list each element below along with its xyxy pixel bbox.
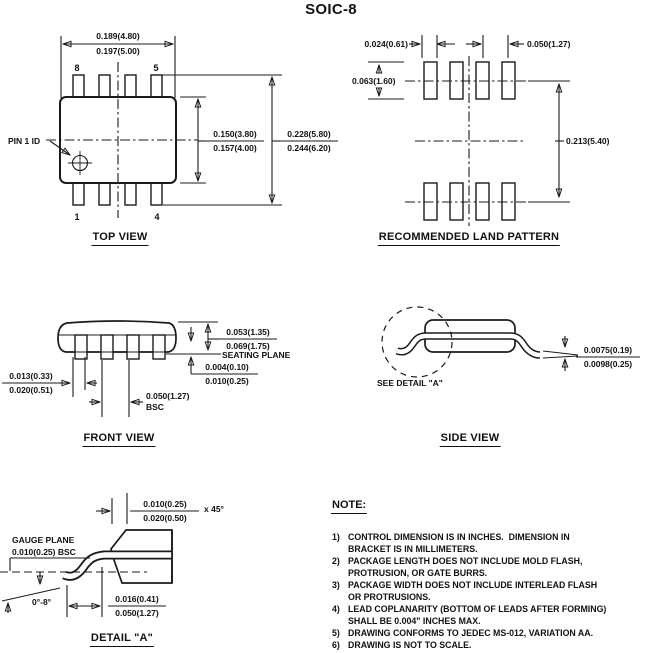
note-text: PACKAGE WIDTH DOES NOT INCLUDE INTERLEAD FLASH (348, 580, 598, 590)
land-pattern-label: RECOMMENDED LAND PATTERN (378, 231, 560, 246)
note-number: 5) (332, 628, 340, 638)
dim-pad-pitch: 0.050(1.27) (527, 39, 571, 49)
note-text: CONTROL DIMENSION IS IN INCHES. DIMENSION IN (348, 532, 570, 542)
dim-span-mm: 0.244(6.20) (287, 143, 331, 153)
note-item (332, 555, 648, 579)
note-text: PROTRUSION, OR GATE BURRS. (348, 568, 488, 578)
dim-foot-length-mm: 0.050(1.27) (115, 608, 159, 618)
dim-chamfer-inches: 0.010(0.25) (143, 499, 187, 509)
dim-body-width-mm: 0.157(4.00) (213, 143, 257, 153)
dim-standoff-inches: 0.004(0.10) (205, 362, 249, 372)
front-lead (75, 335, 87, 359)
top-pin (151, 75, 162, 97)
dim-chamfer-mm: 0.020(0.50) (143, 513, 187, 523)
dim-lead-pitch: 0.050(1.27) (146, 391, 190, 401)
dim-lead-width-mm: 0.020(0.51) (9, 385, 53, 395)
top-pin (73, 75, 84, 97)
dim-pad-height: 0.063(1.60) (352, 76, 396, 86)
note-item (332, 639, 648, 651)
gauge-plane-bsc-label: 0.010(0.25) BSC (12, 547, 76, 557)
dim-span-inches: 0.228(5.80) (287, 129, 331, 139)
front-lead (101, 335, 113, 359)
dim-row-span: 0.213(5.40) (566, 136, 610, 146)
note-text: DRAWING IS NOT TO SCALE. (348, 640, 472, 650)
top-pin (99, 75, 110, 97)
dim-body-width-inches: 0.150(3.80) (213, 129, 257, 139)
land-pattern-drawing (368, 35, 570, 226)
side-view-label: SIDE VIEW (440, 432, 501, 447)
foot-angle-label: 0°-8° (32, 597, 52, 607)
front-view-label: FRONT VIEW (82, 432, 155, 447)
detail-a-label: DETAIL "A" (90, 632, 154, 647)
top-pin (125, 75, 136, 97)
note-text: PACKAGE LENGTH DOES NOT INCLUDE MOLD FLASH, (348, 556, 583, 566)
dim-foot-length-inches: 0.016(0.41) (115, 594, 159, 604)
pin1-id-label: PIN 1 ID (8, 136, 41, 146)
note-text: OR PROTRUSIONS. (348, 592, 431, 602)
page-title: SOIC-8 (305, 1, 357, 18)
note-item (332, 627, 648, 639)
dim-topview-width-mm: 0.197(5.00) (96, 46, 140, 56)
top-pin (99, 183, 110, 205)
note-text: LEAD COPLANARITY (BOTTOM OF LEADS AFTER FORMING) (348, 604, 607, 614)
notes-title: NOTE: (331, 499, 367, 514)
note-number: 2) (332, 556, 340, 566)
gauge-plane-label: GAUGE PLANE (12, 535, 75, 545)
see-detail-a-label: SEE DETAIL "A" (377, 378, 443, 388)
pin-number-5: 5 (153, 63, 159, 73)
pin-number-4: 4 (154, 212, 160, 222)
note-item (332, 603, 648, 627)
front-lead (127, 335, 139, 359)
top-pin (73, 183, 84, 205)
dim-lead-thickness-inches: 0.0075(0.19) (583, 345, 633, 355)
note-number: 4) (332, 604, 340, 614)
dim-topview-width-inches: 0.189(4.80) (96, 31, 140, 41)
top-view-drawing (46, 36, 338, 218)
note-number: 1) (332, 532, 340, 542)
top-pin (151, 183, 162, 205)
dim-standoff-mm: 0.010(0.25) (205, 376, 249, 386)
note-text: SHALL BE 0.004" INCHES MAX. (348, 616, 481, 626)
seating-plane-label: SEATING PLANE (222, 350, 291, 360)
dim-height-mm: 0.069(1.75) (226, 341, 270, 351)
dim-height-inches: 0.053(1.35) (226, 327, 270, 337)
top-view-label: TOP VIEW (92, 231, 149, 246)
pin-number-8: 8 (74, 63, 80, 73)
note-text: DRAWING CONFORMS TO JEDEC MS-012, VARIATION AA. (348, 628, 594, 638)
dim-lead-pitch-bsc: BSC (146, 402, 164, 412)
notes-list (332, 531, 648, 651)
top-pin (125, 183, 136, 205)
note-item (332, 531, 648, 555)
note-number: 6) (332, 640, 340, 650)
pin-number-1: 1 (74, 212, 80, 222)
dim-pad-width: 0.024(0.61) (364, 39, 408, 49)
note-number: 3) (332, 580, 340, 590)
front-lead (153, 335, 165, 359)
note-text: BRACKET IS IN MILLIMETERS. (348, 544, 478, 554)
dim-lead-thickness-mm: 0.0098(0.25) (583, 359, 633, 369)
dim-lead-width-inches: 0.013(0.33) (9, 371, 53, 381)
chamfer-angle-label: x 45° (204, 504, 224, 514)
note-item (332, 579, 648, 603)
